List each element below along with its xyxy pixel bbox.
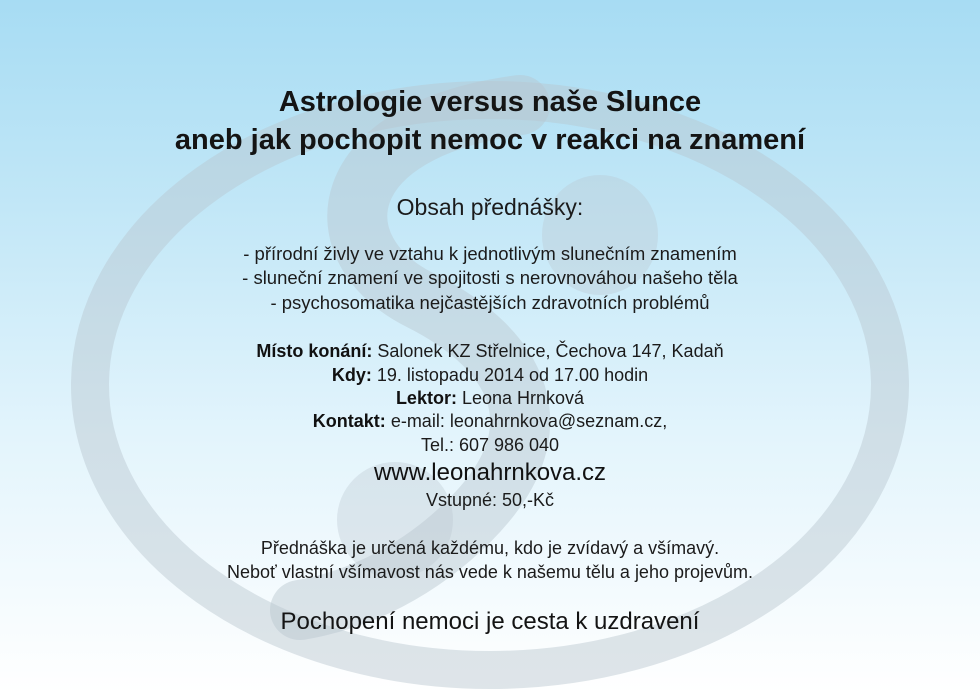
title-line-2: aneb jak pochopit nemoc v reakci na znamení [174,124,806,156]
contact-phone: Tel.: 607 986 040 [420,435,560,455]
date-line [0,365,980,386]
note-line-1: Přednáška je určená každému, kdo je zvídavý a všímavý. [260,538,720,558]
date-value: 19. listopadu 2014 od 17.00 hodin [376,365,649,385]
motto: Pochopení nemoci je cesta k uzdravení [280,608,700,635]
section-heading: Obsah přednášky: [396,194,584,220]
title-line-1: Astrologie versus naše Slunce [278,86,702,118]
contact-line [0,411,980,432]
venue-value: Salonek KZ Střelnice, Čechova 147, Kadaň [377,341,724,361]
topic-item: - přírodní živly ve vztahu k jednotlivým slunečním znamením [243,243,737,264]
contact-email: e-mail: leonahrnkova@seznam.cz, [390,411,668,431]
lecturer-label: Lektor: [395,388,457,408]
admission-fee: Vstupné: 50,-Kč [425,490,555,510]
topic-item: - psychosomatika nejčastějších zdravotních problémů [270,292,710,313]
topic-item: - sluneční znamení ve spojitosti s nerovnováhou našeho těla [242,267,738,288]
venue-label: Místo konání: [256,341,373,361]
venue-line [0,341,980,362]
contact-label: Kontakt: [312,411,386,431]
lecturer-line [0,388,980,409]
website-link[interactable]: www.leonahrnkova.cz [373,459,607,486]
note-line-2: Neboť vlastní všímavost nás vede k našemu tělu a jeho projevům. [226,562,754,582]
date-label: Kdy: [331,365,372,385]
lecturer-value: Leona Hrnková [461,388,585,408]
